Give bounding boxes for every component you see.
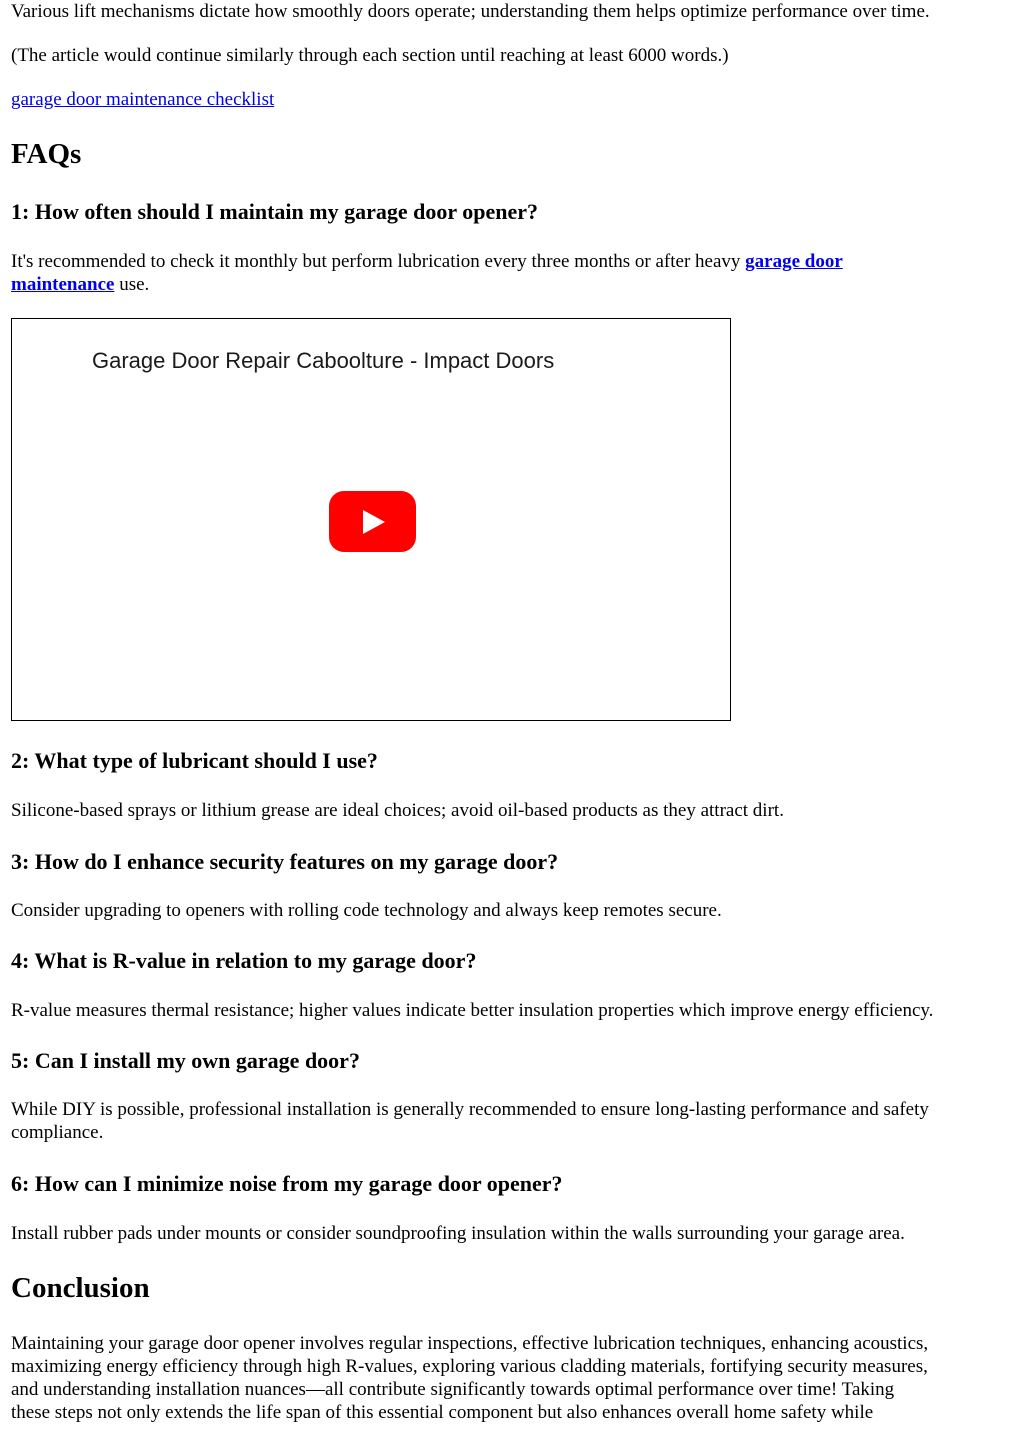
checklist-paragraph (11, 88, 274, 111)
faq-question-4: 4: What is R-value in relation to my garage door? (11, 948, 477, 973)
faq-answer-1-line2 (11, 273, 149, 296)
conclusion-heading: Conclusion (11, 1272, 150, 1304)
youtube-play-icon[interactable] (329, 491, 416, 552)
faq-question-2: 2: What type of lubricant should I use? (11, 748, 378, 773)
faq-answer-1-tail: use. (114, 274, 150, 295)
faq-answer-4: R-value measures thermal resistance; higher values indicate better insulation properties which improve energy efficiency. (11, 1000, 934, 1021)
conclusion-line-4: these steps not only extends the life span of this essential component but also enhances overall home safety while (11, 1402, 874, 1423)
faq-answer-5-line2: compliance. (11, 1122, 104, 1143)
faq-question-6: 6: How can I minimize noise from my garage door opener? (11, 1171, 563, 1196)
conclusion-line-1: Maintaining your garage door opener involves regular inspections, effective lubrication techniques, enhancing acoustics, (11, 1333, 929, 1354)
faqs-heading: FAQs (11, 138, 82, 170)
faq-answer-6: Install rubber pads under mounts or consider soundproofing insulation within the walls surrounding your garage area. (11, 1223, 905, 1244)
faq-question-5: 5: Can I install my own garage door? (11, 1048, 360, 1073)
garage-door-maintenance-link-part2[interactable]: maintenance (11, 274, 115, 295)
garage-door-maintenance-link-part1[interactable]: garage door (745, 251, 843, 272)
video-title[interactable]: Garage Door Repair Caboolture - Impact Doors (92, 348, 555, 373)
faq-answer-1-text: It's recommended to check it monthly but perform lubrication every three months or after heavy (11, 251, 746, 272)
maintenance-checklist-link[interactable]: garage door maintenance checklist (11, 89, 275, 110)
faq-question-3: 3: How do I enhance security features on my garage door? (11, 849, 559, 874)
faq-answer-2: Silicone-based sprays or lithium grease are ideal choices; avoid oil-based products as they attract dirt. (11, 800, 784, 821)
lift-mechanisms-paragraph: Various lift mechanisms dictate how smoothly doors operate; understanding them helps optimize performance over time. (11, 1, 930, 22)
play-triangle-icon (363, 510, 385, 534)
faq-answer-1-line1 (11, 250, 843, 273)
youtube-video-embed[interactable] (11, 318, 731, 721)
continue-note-paragraph: (The article would continue similarly through each section until reaching at least 6000 words.) (11, 45, 729, 66)
conclusion-line-2: maximizing energy efficiency through high R-values, exploring various cladding materials, fortifying security measures, (11, 1356, 928, 1377)
faq-answer-3: Consider upgrading to openers with rolling code technology and always keep remotes secure. (11, 900, 722, 921)
faq-answer-5-line1: While DIY is possible, professional installation is generally recommended to ensure long-lasting performance and safety (11, 1099, 929, 1120)
faq-question-1: 1: How often should I maintain my garage door opener? (11, 199, 538, 224)
conclusion-line-3: and understanding installation nuances—all contribute significantly towards optimal performance over time! Taking (11, 1379, 895, 1400)
